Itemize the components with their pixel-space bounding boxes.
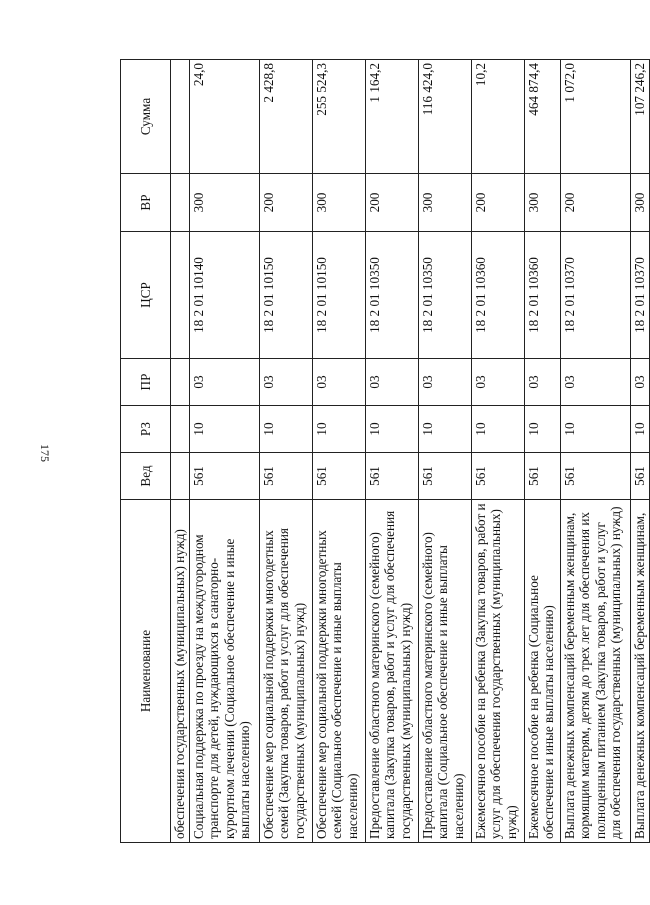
cell-csr: 18 2 01 10150: [259, 232, 312, 359]
header-vr: ВР: [121, 174, 171, 232]
cell-vr: 300: [418, 174, 471, 232]
cell-vr: 300: [189, 174, 259, 232]
table-row: [471, 60, 524, 843]
cell-pr: 03: [312, 359, 365, 406]
cell-name: Ежемесячное пособие на ребенка (Социальное обеспечение и иные выплаты населению): [524, 500, 560, 843]
cell-vr: 200: [560, 174, 630, 232]
header-ved: Вед: [121, 453, 171, 500]
cell-csr: 18 2 01 10350: [365, 232, 418, 359]
cell-sum: 1 164,2: [365, 60, 418, 174]
cell-pr: 03: [471, 359, 524, 406]
cell-rz: 10: [471, 406, 524, 453]
cell-rz: [171, 406, 190, 453]
header-pr: ПР: [121, 359, 171, 406]
budget-table: [120, 59, 650, 843]
header-name: Наименование: [121, 500, 171, 843]
cell-csr: 18 2 01 10360: [524, 232, 560, 359]
cell-name: Обеспечение мер социальной поддержки многодетных семей (Закупка товаров, работ и услуг для обеспечения государственных (муниципальных) нужд): [259, 500, 312, 843]
header-rz: РЗ: [121, 406, 171, 453]
cell-pr: [171, 359, 190, 406]
cell-ved: 561: [471, 453, 524, 500]
cell-ved: 561: [524, 453, 560, 500]
cell-pr: 03: [418, 359, 471, 406]
cell-name: Предоставление областного материнского (семейного) капитала (Социальное обеспечение и иные выплаты населению): [418, 500, 471, 843]
cell-name: Социальная поддержка по проезду на междугородном транспорте для детей, нуждающихся в санаторно-курортном лечении (Социальное обеспечение и иные выплаты населению): [189, 500, 259, 843]
cell-rz: 10: [418, 406, 471, 453]
table-row: [524, 60, 560, 843]
cell-name: Выплата денежных компенсаций беременным женщинам,: [630, 500, 649, 843]
cell-sum: 2 428,8: [259, 60, 312, 174]
rotated-page-content: [120, 60, 647, 843]
cell-ved: [171, 453, 190, 500]
cell-rz: 10: [365, 406, 418, 453]
cell-csr: 18 2 01 10150: [312, 232, 365, 359]
cell-rz: 10: [189, 406, 259, 453]
table-header-row: [121, 60, 171, 843]
table-row: [630, 60, 649, 843]
cell-sum: 464 874,4: [524, 60, 560, 174]
cell-vr: 300: [630, 174, 649, 232]
page-number: 175: [38, 444, 52, 462]
cell-name: Выплата денежных компенсаций беременным женщинам, кормящим матерям, детям до трех лет для обеспечения их полноценным питанием (Закупка товаров, работ и услуг для обеспечения государственных (муниципальных) нужд): [560, 500, 630, 843]
cell-csr: 18 2 01 10140: [189, 232, 259, 359]
cell-rz: 10: [312, 406, 365, 453]
cell-pr: 03: [189, 359, 259, 406]
table-row: [418, 60, 471, 843]
cell-rz: 10: [560, 406, 630, 453]
cell-ved: 561: [259, 453, 312, 500]
cell-ved: 561: [189, 453, 259, 500]
cell-rz: 10: [259, 406, 312, 453]
cell-ved: 561: [630, 453, 649, 500]
cell-csr: [171, 232, 190, 359]
header-sum: Сумма: [121, 60, 171, 174]
cell-ved: 561: [418, 453, 471, 500]
cell-pr: 03: [259, 359, 312, 406]
cell-pr: 03: [365, 359, 418, 406]
cell-name: Ежемесячное пособие на ребенка (Закупка товаров, работ и услуг для обеспечения государственных (муниципальных) нужд): [471, 500, 524, 843]
cell-sum: 116 424,0: [418, 60, 471, 174]
cell-csr: 18 2 01 10350: [418, 232, 471, 359]
cell-ved: 561: [560, 453, 630, 500]
cell-ved: 561: [365, 453, 418, 500]
table-row: [365, 60, 418, 843]
table-row: [259, 60, 312, 843]
cell-sum: 24,0: [189, 60, 259, 174]
cell-vr: 200: [259, 174, 312, 232]
cell-pr: 03: [630, 359, 649, 406]
table-row: [312, 60, 365, 843]
cell-vr: 200: [471, 174, 524, 232]
cell-vr: 300: [524, 174, 560, 232]
table-row: [171, 60, 190, 843]
cell-pr: 03: [524, 359, 560, 406]
cell-sum: [171, 60, 190, 174]
cell-sum: 1 072,0: [560, 60, 630, 174]
cell-sum: 10,2: [471, 60, 524, 174]
cell-vr: [171, 174, 190, 232]
header-csr: ЦСР: [121, 232, 171, 359]
cell-vr: 300: [312, 174, 365, 232]
table-row: [560, 60, 630, 843]
cell-csr: 18 2 01 10370: [630, 232, 649, 359]
cell-ved: 561: [312, 453, 365, 500]
cell-rz: 10: [524, 406, 560, 453]
cell-csr: 18 2 01 10370: [560, 232, 630, 359]
cell-sum: 255 524,3: [312, 60, 365, 174]
cell-name: Предоставление областного материнского (семейного) капитала (Закупка товаров, работ и услуг для обеспечения государственных (муниципальных) нужд): [365, 500, 418, 843]
cell-name: Обеспечение мер социальной поддержки многодетных семей (Социальное обеспечение и иные выплаты населению): [312, 500, 365, 843]
cell-csr: 18 2 01 10360: [471, 232, 524, 359]
table-row: [189, 60, 259, 843]
cell-rz: 10: [630, 406, 649, 453]
cell-vr: 200: [365, 174, 418, 232]
cell-name: обеспечения государственных (муниципальных) нужд): [171, 500, 190, 843]
cell-pr: 03: [560, 359, 630, 406]
cell-sum: 107 246,2: [630, 60, 649, 174]
